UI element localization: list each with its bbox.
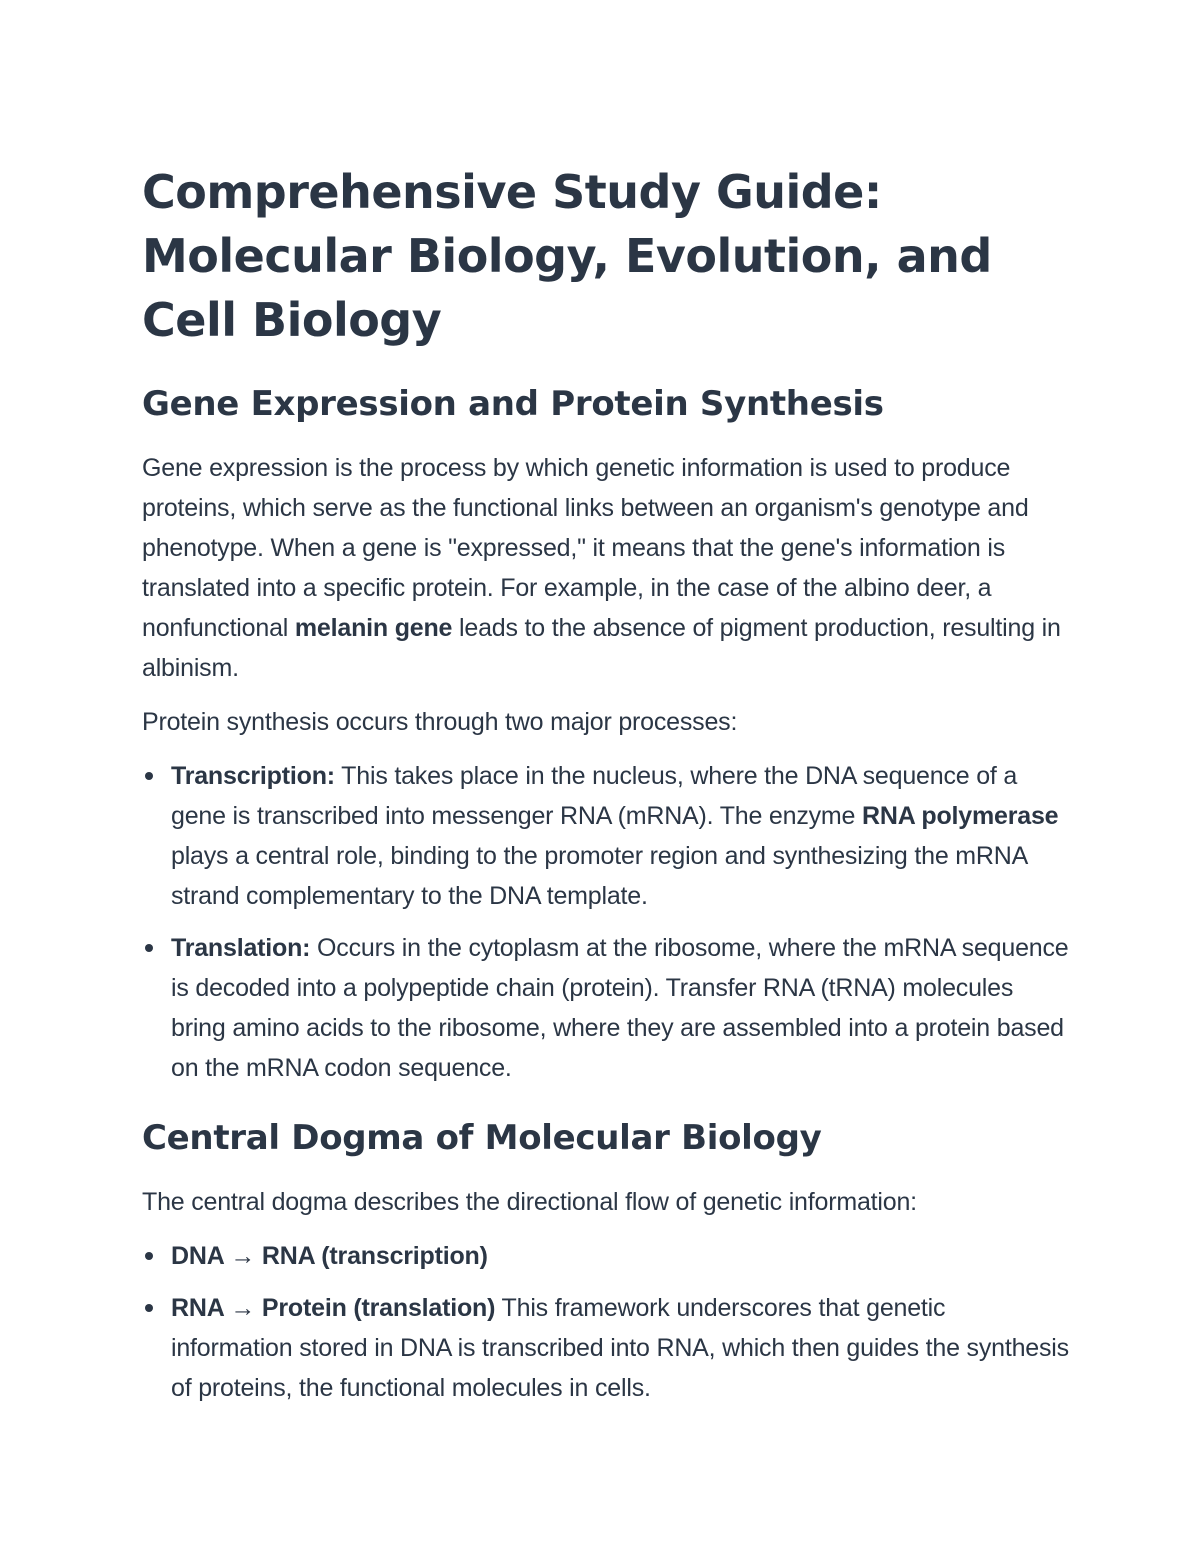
bullet-list-processes bbox=[142, 756, 1072, 1088]
list-item-transcription bbox=[142, 756, 1072, 916]
bullet-dot-icon bbox=[145, 944, 153, 952]
bold-term-translation: Translation: bbox=[171, 934, 311, 962]
paragraph-text: Gene expression is the process by which genetic information is used to produce proteins, which serve as the functional links between an organism's genotype and phenotype. When a gene is "expressed," it means that the gene's information is translated into a specific protein. For example, in the case of the albino deer, a nonfunctional bbox=[142, 454, 1029, 642]
bullet-list-central-dogma bbox=[142, 1236, 1072, 1408]
bullet-text: plays a central role, binding to the promoter region and synthesizing the mRNA strand complementary to the DNA template. bbox=[171, 842, 1027, 910]
document-title: Comprehensive Study Guide: Molecular Biology, Evolution, and Cell Biology bbox=[142, 165, 992, 347]
list-item-dna-to-rna bbox=[142, 1236, 1072, 1276]
bold-term-rna-polymerase: RNA polymerase bbox=[862, 802, 1059, 830]
bullet-text: Occurs in the cytoplasm at the ribosome, where the mRNA sequence is decoded into a polypeptide chain (protein). Transfer RNA (tRNA) molecules bring amino acids to the ribosome, where they are assembled into a protein based on the mRNA codon sequence. bbox=[171, 934, 1069, 1082]
list-item-translation bbox=[142, 928, 1072, 1088]
bullet-dot-icon bbox=[145, 1252, 153, 1260]
section-heading: Central Dogma of Molecular Biology bbox=[142, 1118, 822, 1158]
list-item-rna-to-protein bbox=[142, 1288, 1072, 1408]
bold-term-dna-rna: DNA → RNA (transcription) bbox=[171, 1242, 488, 1270]
section-central-dogma bbox=[142, 1116, 1072, 1408]
bullet-dot-icon bbox=[145, 1304, 153, 1312]
bold-term-melanin-gene: melanin gene bbox=[294, 614, 453, 642]
bullet-text: This framework underscores that genetic information stored in DNA is transcribed into RNA, which then guides the synthesis of proteins, the functional molecules in cells. bbox=[171, 1294, 1069, 1402]
bullet-dot-icon bbox=[145, 772, 153, 780]
section-gene-expression bbox=[142, 382, 1072, 1088]
paragraph-central-dogma-intro: The central dogma describes the directional flow of genetic information: bbox=[142, 1188, 917, 1216]
bullet-text: This takes place in the nucleus, where the DNA sequence of a gene is transcribed into messenger RNA (mRNA). The enzyme bbox=[171, 762, 1018, 830]
bold-term-transcription: Transcription: bbox=[171, 762, 335, 790]
section-heading: Gene Expression and Protein Synthesis bbox=[142, 384, 884, 424]
document-page bbox=[142, 160, 1072, 1420]
paragraph-protein-synthesis-intro: Protein synthesis occurs through two major processes: bbox=[142, 708, 738, 736]
paragraph-gene-expression bbox=[142, 448, 1072, 688]
bold-term-rna-protein: RNA → Protein (translation) bbox=[171, 1294, 496, 1322]
paragraph-text: leads to the absence of pigment production, resulting in albinism. bbox=[142, 614, 1061, 682]
